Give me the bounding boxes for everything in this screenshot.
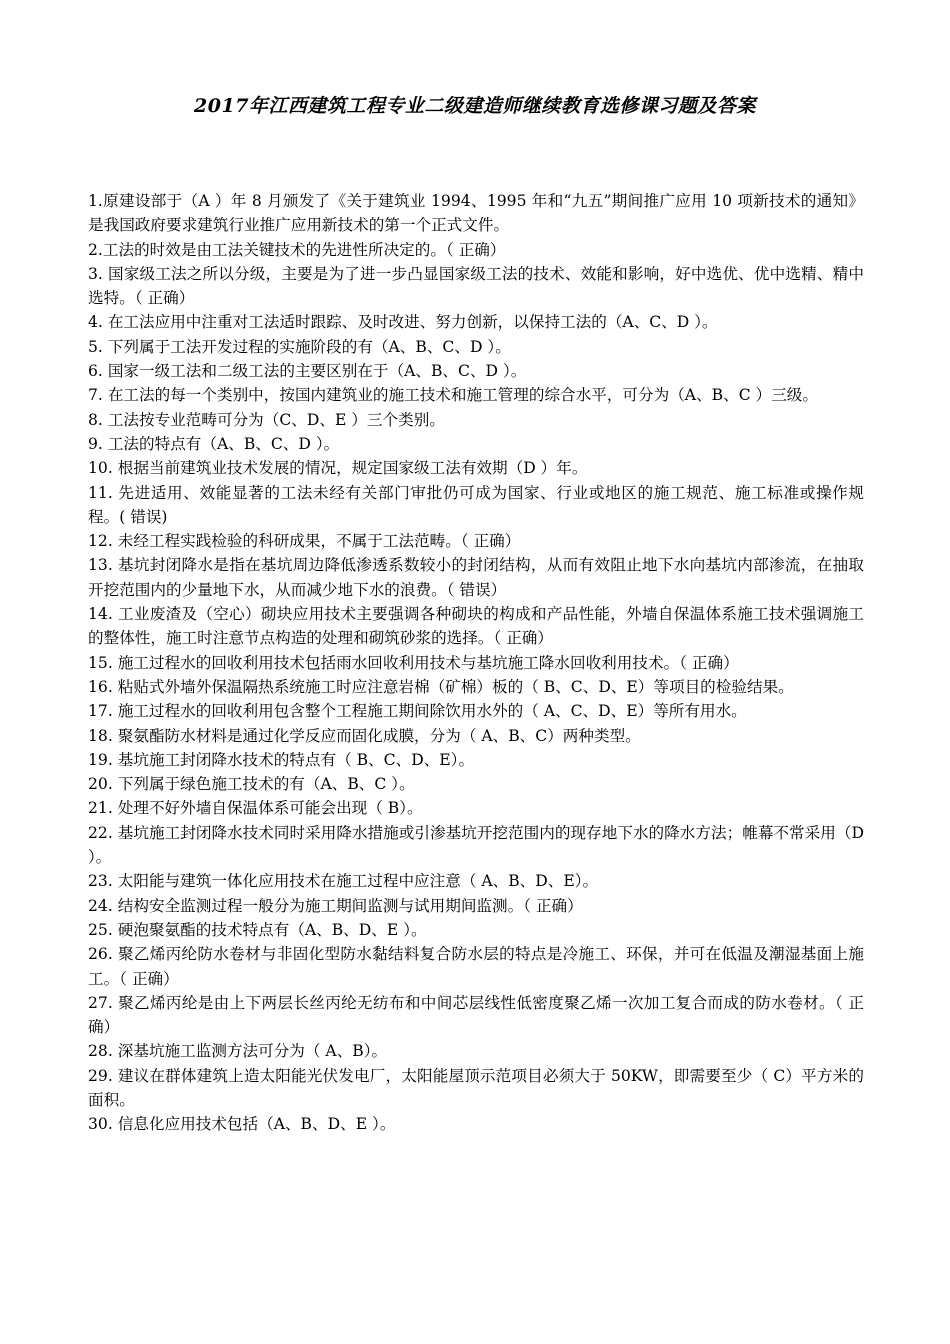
question-item: 20. 下列属于绿色施工技术的有（A、B、C ）。 [88,775,415,794]
question-item: 2.工法的时效是由工法关键技术的先进性所决定的。（ 正确） [88,240,506,259]
question-item: 3. 国家级工法之所以分级，主要是为了进一步凸显国家级工法的技术、效能和影响，好中选优、优中选精、精中选特。（ 正确） [88,264,864,308]
question-item: 28. 深基坑施工监测方法可分为（ A、B）。 [88,1042,388,1061]
question-item: 22. 基坑施工封闭降水技术同时采用降水措施或引渗基坑开挖范围内的现存地下水的降水方法；帷幕不常采用（D ）。 [88,823,864,867]
question-item: 13. 基坑封闭降水是指在基坑周边降低渗透系数较小的封闭结构，从而有效阻止地下水向基坑内部渗流，在抽取开挖范围内的少量地下水，从而减少地下水的浪费。（ 错误） [88,556,864,599]
question-item: 9. 工法的特点有（A、B、C、D ）。 [88,434,340,453]
question-item: 15. 施工过程水的回收利用技术包括雨水回收利用技术与基坑施工降水回收利用技术。（ 正确） [88,653,739,672]
question-item: 19. 基坑施工封闭降水技术的特点有（ B、C、D、E）。 [88,750,475,769]
question-item: 5. 下列属于工法开发过程的实施阶段的有（A、B、C、D ）。 [88,337,511,356]
question-item: 14. 工业废渣及（空心）砌块应用技术主要强调各种砌块的构成和产品性能，外墙自保温体系施工技术强调施工的整体性，施工时注意节点构造的处理和砌筑砂浆的选择。（ 正确） [88,605,864,648]
question-item: 1.原建设部于（A ）年 8 月颁发了《关于建筑业 1994、1995 年和“九五”期间推广应用 10 项新技术的通知》是我国政府要求建筑行业推广应用新技术的第一个正式文件。 [88,192,864,235]
question-item: 29. 建议在群体建筑上造太阳能光伏发电厂，太阳能屋顶示范项目必须大于 50KW，即需要至少（ C）平方米的面积。 [88,1066,864,1109]
question-item: 8. 工法按专业范畴可分为（C、D、E ）三个类别。 [88,410,445,429]
question-item: 18. 聚氨酯防水材料是通过化学反应而固化成膜，分为（ A、B、C）两种类型。 [88,726,641,745]
question-item: 11. 先进适用、效能显著的工法未经有关部门审批仍可成为国家、行业或地区的施工规范、施工标准或操作规程。( 错误) [88,483,864,526]
question-item: 27. 聚乙烯丙纶是由上下两层长丝丙纶无纺布和中间芯层线性低密度聚乙烯一次加工复合而成的防水卷材。（ 正确） [88,993,864,1037]
question-item: 12. 未经工程实践检验的科研成果，不属于工法范畴。（ 正确） [88,532,521,551]
question-item: 6. 国家一级工法和二级工法的主要区别在于（A、B、C、D ）。 [88,362,527,381]
question-item: 16. 粘贴式外墙外保温隔热系统施工时应注意岩棉（矿棉）板的（ B、C、D、E）等项目的检验结果。 [88,677,794,696]
question-item: 23. 太阳能与建筑一体化应用技术在施工过程中应注意（ A、B、D、E）。 [88,872,599,891]
question-item: 17. 施工过程水的回收利用包含整个工程施工期间除饮用水外的（ A、C、D、E）等所有用水。 [88,702,747,721]
document-title: 2017年江西建筑工程专业二级建造师继续教育选修课习题及答案 [194,95,756,117]
question-item: 24. 结构安全监测过程一般分为施工期间监测与试用期间监测。（ 正确） [88,896,583,915]
question-item: 25. 硬泡聚氨酯的技术特点有（A、B、D、E ）。 [88,920,427,939]
question-list [88,189,864,1137]
question-item: 4. 在工法应用中注重对工法适时跟踪、及时改进、努力创新，以保持工法的（A、C、D ）。 [88,313,718,332]
question-item: 7. 在工法的每一个类别中，按国内建筑业的施工技术和施工管理的综合水平，可分为（A、B、C ）三级。 [88,386,818,405]
question-item: 30. 信息化应用技术包括（A、B、D、E ）。 [88,1115,396,1134]
question-item: 10. 根据当前建筑业技术发展的情况，规定国家级工法有效期（D ）年。 [88,459,588,478]
question-item: 21. 处理不好外墙自保温体系可能会出现（ B）。 [88,799,423,818]
question-item: 26. 聚乙烯丙纶防水卷材与非固化型防水黏结料复合防水层的特点是冷施工、环保，并可在低温及潮湿基面上施工。（ 正确） [88,945,864,988]
